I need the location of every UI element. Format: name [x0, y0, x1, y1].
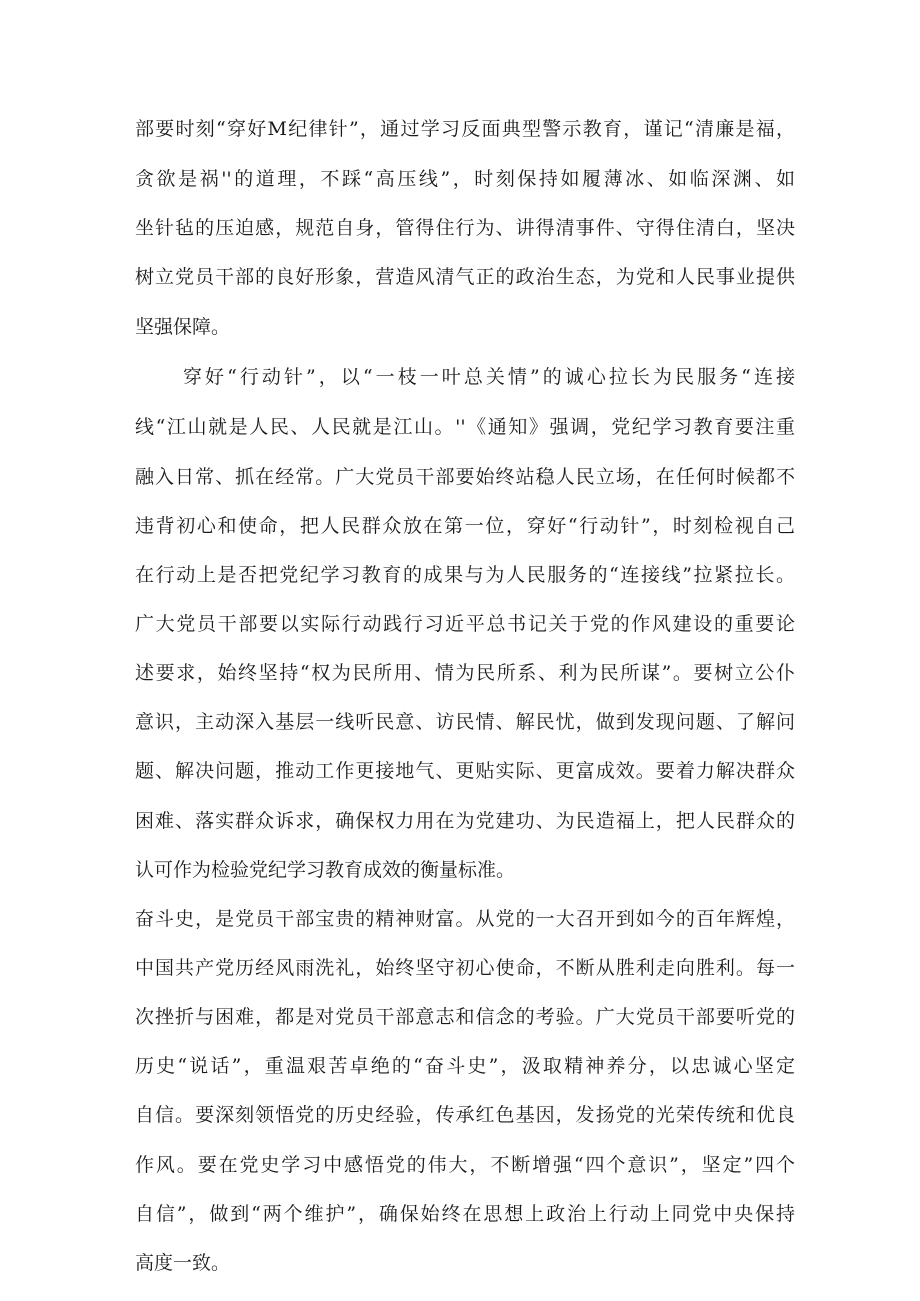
text-line: 在行动上是否把党纪学习教育的成果与为人民服务的“连接线”拉紧拉长。	[135, 564, 795, 586]
text-line: 意识，主动深入基层一线听民意、访民情、解民忧，做到发现问题、了解问	[135, 711, 795, 733]
text-line: 中国共产党历经风雨洗礼，始终坚守初心使命，不断从胜利走向胜利。每一	[135, 957, 795, 979]
text-line: 自信。要深刻领悟党的历史经验，传承红色基因，发扬党的光荣传统和优良	[135, 1104, 795, 1126]
text-line: 广大党员干部要以实际行动践行习近平总书记关于党的作风建设的重要论	[135, 613, 795, 635]
text-line: 穿好“行动针”，以“一枝一叶总关情”的诚心拉长为民服务“连接	[183, 366, 795, 388]
text-line: 坐针毡的压迫感，规范自身，管得住行为、讲得清事件、守得住清白，坚决	[135, 217, 795, 239]
text-line: 融入日常、抓在经常。广大党员干部要始终站稳人民立场，在任何时候都不	[135, 466, 795, 488]
text-line: 线“江山就是人民、人民就是江山。''《通知》强调，党纪学习教育要注重	[135, 416, 795, 438]
text-line: 高度一致。	[135, 1252, 231, 1274]
text-line: 历史“说话”，重温艰苦卓绝的“奋斗史”，汲取精神养分，以忠诚心坚定	[135, 1055, 795, 1077]
text-line: 贪欲是祸''的道理，不踩“高压线”，时刻保持如履薄冰、如临深渊、如	[135, 168, 795, 190]
text-line: 作风。要在党史学习中感悟党的伟大，不断增强“四个意识”，坚定”四个	[135, 1154, 795, 1176]
text-line: 困难、落实群众诉求，确保权力用在为党建功、为民造福上，把人民群众的	[135, 810, 795, 832]
text-line: 自信”，做到“两个维护”，确保始终在思想上政治上行动上同党中央保持	[135, 1203, 795, 1225]
text-line: 奋斗史，是党员干部宝贵的精神财富。从党的一大召开到如今的百年辉煌，	[135, 908, 795, 930]
text-line: 认可作为检验党纪学习教育成效的衡量标准。	[135, 859, 516, 881]
text-line: 违背初心和使命，把人民群众放在第一位，穿好“行动针”，时刻检视自己	[135, 515, 795, 537]
text-line: 部要时刻“穿好M纪律针”，通过学习反面典型警示教育，谨记“清廉是福，	[135, 118, 795, 140]
text-line: 树立党员干部的良好形象，营造风清气正的政治生态，为党和人民事业提供	[135, 266, 795, 288]
text-line: 述要求，始终坚持“权为民所用、情为民所系、利为民所谋”。要树立公仆	[135, 662, 795, 684]
text-line: 坚强保障。	[135, 316, 231, 338]
text-line: 次挫折与困难，都是对党员干部意志和信念的考验。广大党员干部要听党的	[135, 1006, 795, 1028]
text-line: 题、解决问题，推动工作更接地气、更贴实际、更富成效。要着力解决群众	[135, 760, 795, 782]
